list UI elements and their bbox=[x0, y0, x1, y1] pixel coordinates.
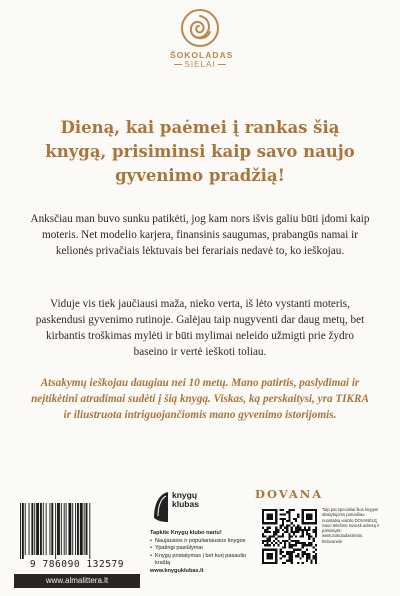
headline: Dieną, kai paėmei į rankas šią knygą, prisiminsi kaip savo naujo gyvenimo pradžią! bbox=[45, 118, 355, 185]
book-club-info bbox=[150, 530, 260, 576]
barcode-icon bbox=[18, 503, 134, 559]
book-club-name-line2: klubas bbox=[172, 499, 199, 509]
book-club-item: • Ypatingi pasiūlymai bbox=[150, 545, 260, 553]
qr-code-icon[interactable] bbox=[262, 509, 317, 564]
gift-title: DOVANA bbox=[255, 487, 324, 501]
book-club-item: • Knygų pristatymas į bet kurį pasaulio kraštą bbox=[150, 553, 260, 568]
italic-quote: Atsakymų ieškojau daugiau nei 10 metų. Mano patirtis, paslydimai ir neįtikėtini atradimai sudėti į šią knygą. Viskas, ką perskaitysi, yra TIKRA ir iliustruota intriguojančiomis mano gyvenimo istorijomis. bbox=[31, 377, 369, 422]
brand-name-line2 bbox=[170, 60, 230, 69]
brand-logo bbox=[170, 8, 234, 69]
book-club-item: • Naujausios ir populiariausios knygos bbox=[150, 538, 260, 546]
isbn-number: 9 786090 132579 bbox=[29, 559, 125, 570]
paragraph-1: Anksčiau man buvo sunku patikėti, jog kam nors išvis galiu būti įdomi kaip moteris. Net modelio karjera, finansinis saugumas, prabangūs namai ir kelionės privačiais lėktuvais bei ferariais nedavė to, ko ieškojau. bbox=[30, 213, 370, 257]
paragraph-2: Viduje vis tiek jaučiausi maža, nieko verta, iš lėto vystanti moteris, paskendusi gyvenimo rutinoje. Galėjau taip nugyventi dar daug metų, bet kirbantis troškimas mylėti ir būti mylimai neleido užmigti prie žydro baseino ir vertė ieškoti toliau. bbox=[35, 298, 365, 358]
book-club-name-line1: knygų bbox=[172, 490, 198, 500]
book-club-url[interactable]: www.knyguklubas.lt bbox=[150, 567, 204, 574]
publisher-website[interactable]: www.almalittera.lt bbox=[14, 574, 140, 588]
brand-name-line1: ŠOKOLADAS bbox=[170, 50, 234, 60]
book-club-heading: Tapkite Knygų klubo nariu! bbox=[150, 530, 222, 536]
book-club-name bbox=[172, 491, 199, 509]
brand-name-line2-text: SIELAI bbox=[184, 60, 216, 69]
gift-description: Taip pat specialiai šios knygos skaitytojoms paruošiau nuostabią vaizdo DOVANĖLĘ. Savo telefone suvesk adresą ir parsisiųsk: www.SokoladasSielai. lt/dovanele bbox=[322, 507, 380, 544]
rose-icon bbox=[180, 8, 220, 48]
